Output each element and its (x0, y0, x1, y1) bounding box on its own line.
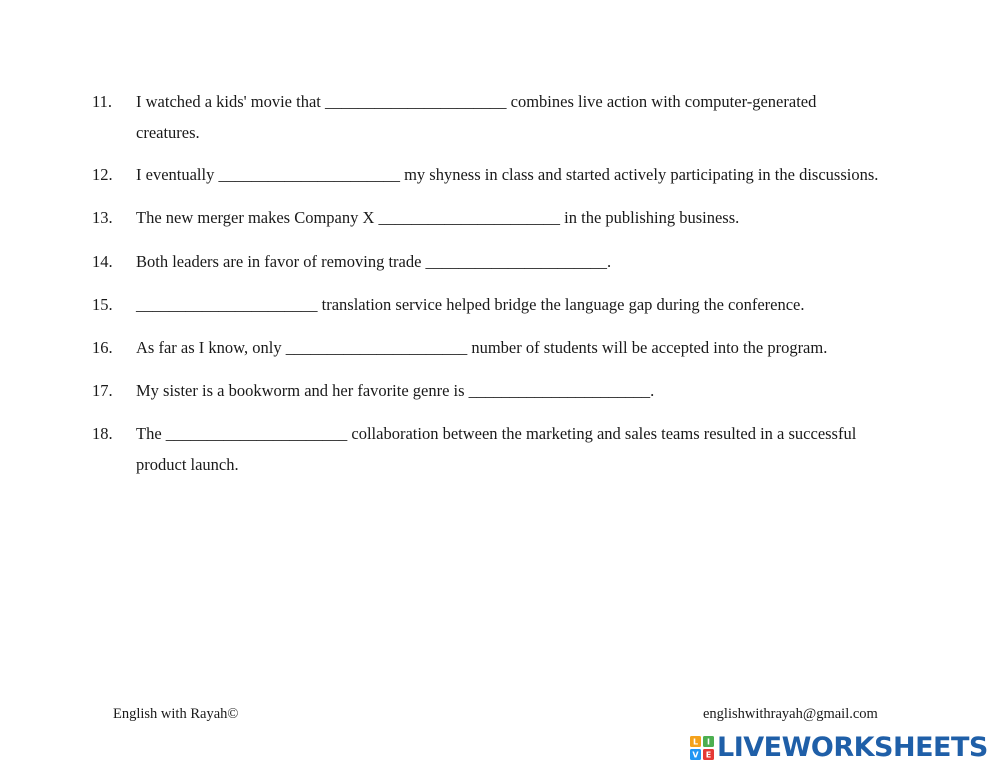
question-line: The ______________________ collaboration between the marketing and sales teams resulted in a successful (136, 424, 857, 443)
question-number: 16. (92, 338, 113, 357)
liveworksheets-mark-icon (690, 736, 714, 760)
question-text (136, 332, 936, 363)
mark-letter: I (707, 737, 710, 747)
question-text (136, 86, 936, 148)
question-line: My sister is a bookworm and her favorite genre is ______________________. (136, 381, 655, 400)
question-number: 13. (92, 208, 113, 227)
question-line: The new merger makes Company X ______________________ in the publishing business. (136, 208, 740, 227)
question-text (136, 418, 936, 480)
question-line: Both leaders are in favor of removing trade ______________________. (136, 252, 612, 271)
footer-author: English with Rayah© (113, 706, 239, 722)
question-text (136, 246, 936, 277)
question-number: 14. (92, 252, 113, 271)
mark-letter: V (692, 750, 699, 760)
question-line: ______________________ translation service helped bridge the language gap during the conference. (136, 295, 805, 314)
question-line: creatures. (136, 123, 200, 142)
question-line: I watched a kids' movie that ______________________ combines live action with computer-generated (136, 92, 817, 111)
question-text (136, 375, 936, 406)
question-number: 18. (92, 424, 113, 443)
question-number: 17. (92, 381, 113, 400)
question-line: As far as I know, only ______________________ number of students will be accepted into the program. (136, 338, 828, 357)
question-line: product launch. (136, 455, 239, 474)
question-text (136, 159, 936, 190)
question-text (136, 289, 936, 320)
question-line: I eventually ______________________ my shyness in class and started actively participating in the discussions. (136, 165, 879, 184)
question-text (136, 202, 936, 233)
question-number: 11. (92, 92, 113, 111)
footer-email: englishwithrayah@gmail.com (703, 706, 878, 722)
question-number: 12. (92, 165, 113, 184)
question-number: 15. (92, 295, 113, 314)
liveworksheets-logo (690, 733, 990, 763)
mark-letter: L (692, 737, 699, 747)
mark-letter: E (705, 750, 712, 760)
liveworksheets-wordmark: LIVEWORKSHEETS (717, 732, 988, 763)
